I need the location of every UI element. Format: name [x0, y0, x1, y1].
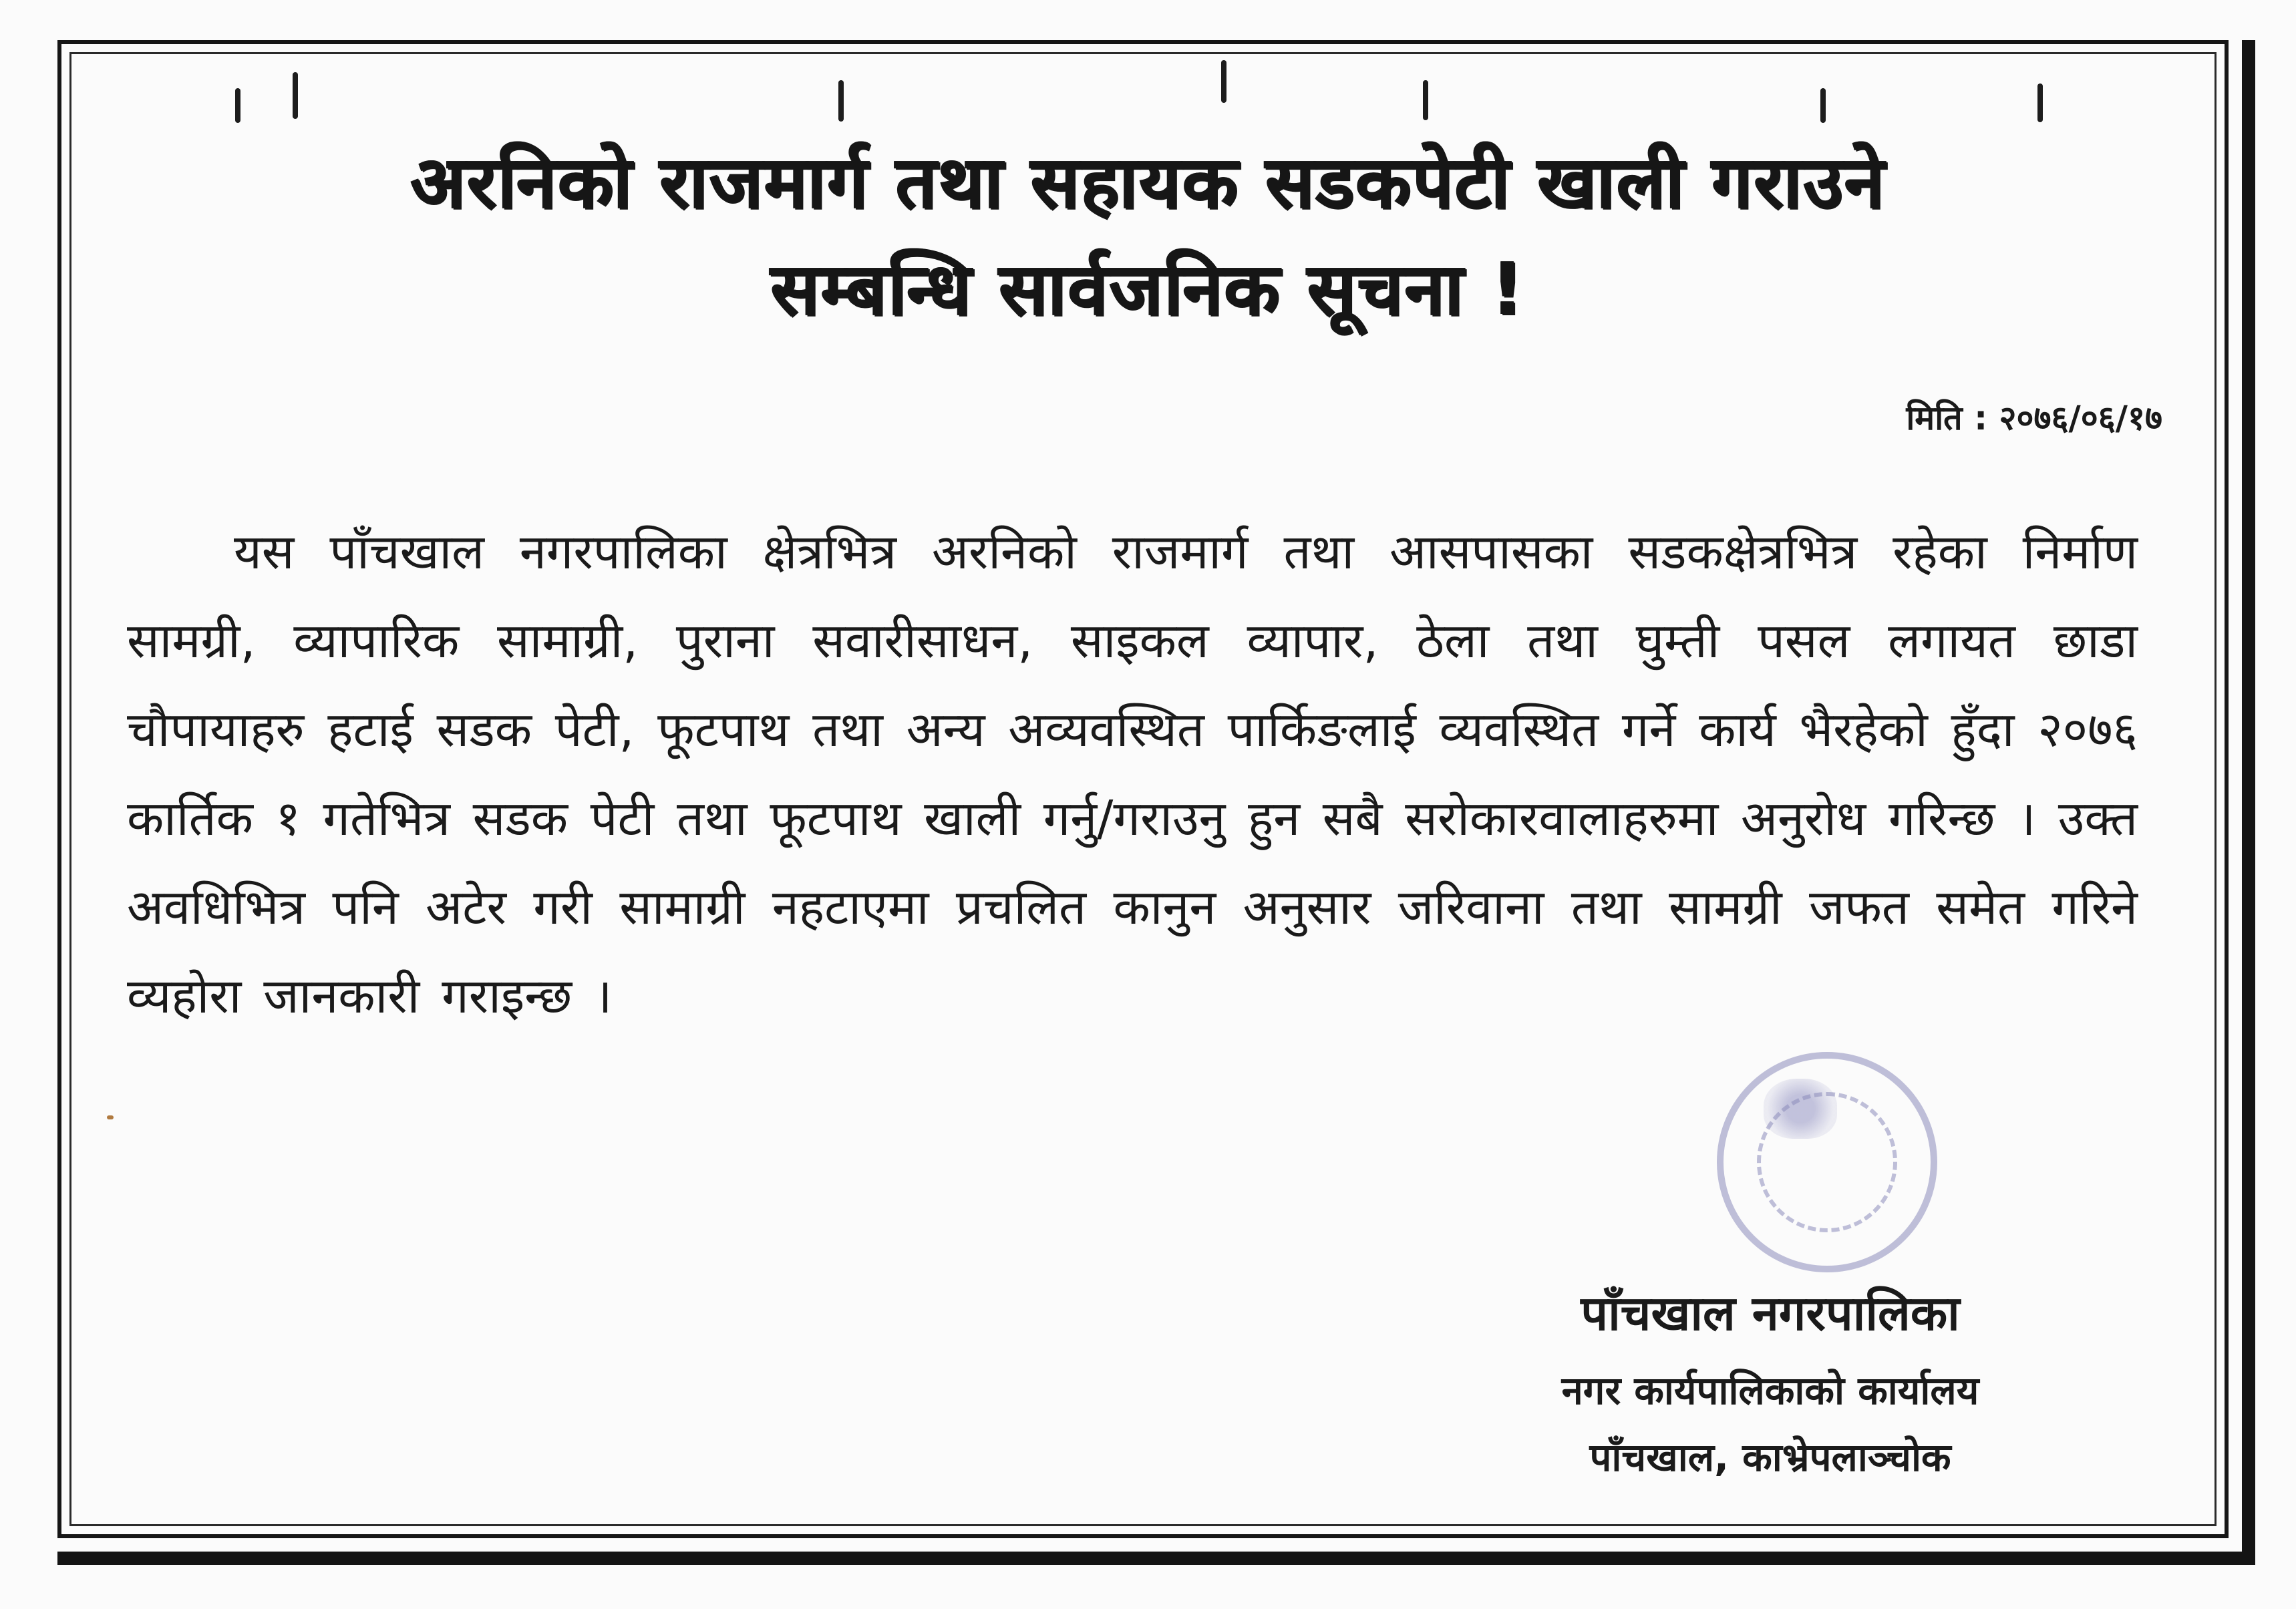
scan-mark — [1820, 88, 1826, 123]
signature-office: नगर कार्यपालिकाको कार्यालय — [1561, 1368, 1979, 1413]
notice-date: मिति : २०७६/०६/१७ — [1906, 399, 2162, 437]
scan-mark — [293, 72, 298, 119]
notice-title-line-2: सम्बन्धि सार्वजनिक सूचना ! — [770, 248, 1526, 331]
notice-title-line-1: अरनिको राजमार्ग तथा सहायक सडकपेटी खाली गराउने — [410, 141, 1886, 224]
notice-body: यस पाँचखाल नगरपालिका क्षेत्रभित्र अरनिको राजमार्ग तथा आसपासका सडकक्षेत्रभित्र रहेका निर्माण सामग्री, व्यापारिक सामाग्री, पुराना सवारीसाधन, साइकल व्यापार, ठेला तथा घुम्ती पसल लगायत छाडा चौपायाहरु हटाई सडक पेटी, फूटपाथ तथा अन्य अव्यवस्थित पार्किङलाई व्यवस्थित गर्ने कार्य भैरहेको हुँदा २०७६ कार्तिक १ गतेभित्र सडक पेटी तथा फूटपाथ खाली गर्नु/गराउनु हुन सबै सरोकारवालाहरुमा अनुरोध गरिन्छ । उक्त अवधिभित्र पनि अटेर गरी सामाग्री नहटाएमा प्रचलित कानुन अनुसार जरिवाना तथा सामग्री जफत समेत गरिने व्यहोरा जानकारी गराइन्छ । — [127, 524, 2138, 1024]
scan-mark — [1423, 80, 1428, 120]
scan-mark — [2037, 83, 2043, 122]
scan-mark — [1221, 60, 1226, 103]
signature-address: पाँचखाल, काभ्रेपलाञ्चोक — [1589, 1435, 1951, 1480]
signature-org: पाँचखाल नगरपालिका — [1581, 1285, 1960, 1341]
seal-inner-ring — [1757, 1092, 1897, 1232]
scan-mark — [235, 88, 240, 123]
office-seal-stamp — [1717, 1052, 1937, 1272]
scan-mark — [838, 80, 844, 122]
scan-speck — [107, 1115, 114, 1119]
